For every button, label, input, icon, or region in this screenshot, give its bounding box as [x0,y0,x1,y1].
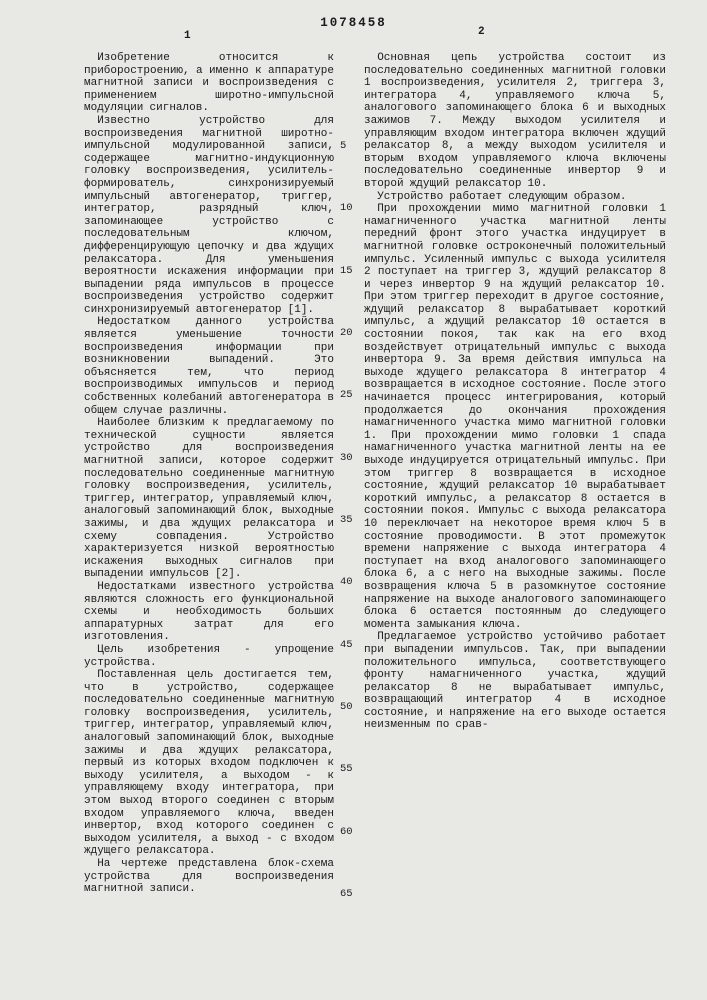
right-column [364,52,666,896]
paragraph: Поставленная цель достигается тем, что в устройство, содержащее последовательно соединенные магнитную головку воспроизведения, усилитель, триггер, интегратор, управляемый ключ, аналоговый запоминающий блок, выходные зажимы и два ждущих релаксатора, первый из которых входом подключен к выходу усилителя, а выходом - к управляющему входу интегратора, при этом выход второго соединен с вторым входом управляемого ключа, введен инвертор, вход которого соединен с выходом усилителя, а выход - с входом ждущего релаксатора. [84,669,334,858]
paragraph: Цель изобретения - упрощение устройства. [84,643,334,669]
left-column [84,52,334,896]
line-number: 50 [340,701,353,713]
line-number-gutter [334,52,364,900]
line-number: 40 [340,576,353,588]
paragraph: Устройство работает следующим образом. [377,190,627,203]
paragraph: Известно устройство для воспроизведения магнитной широтно-импульсной модулированной записи, содержащее магнитно-индукционную головку воспроизведения, усилитель-формирователь, синхронизируемый импульсный автогенератор, триггер, интегратор, разрядный ключ, запоминающее устройство с последовательным ключом, дифференцирующую цепочку и два ждущих релаксатора. Для уменьшения вероятности искажения информации при выпадении ряда импульсов в процессе воспроизведения устройство содержит синхронизируемый автогенератор [1]. [84,114,334,316]
paragraph: На чертеже представлена блок-схема устройства для воспроизведения магнитной записи. [84,858,334,896]
line-number: 45 [340,639,353,651]
line-number: 5 [340,140,347,152]
patent-number: 1078458 [320,16,387,30]
paragraph: При прохождении мимо магнитной головки 1 намагниченного участка магнитной ленты передний фронт этого участка индуцирует в магнитной головке остроконечный положительный импульс. Усиленный импульс с выхода усилителя 2 поступает на триггер 3, ждущий релаксатор 8 и через инвертор 9 на ждущий релаксатор 10. При этом триггер переходит в другое состояние, ждущий релаксатор 8 вырабатывает короткий импульс, а ждущий релаксатор 10 остается в состоянии покоя, так как на его вход воздействует отрицательный импульс с выхода инвертора 9. За время действия импульса на выходе ждущего релаксатора 8 интегратор 4 возвращается в исходное состояние. После этого начинается процесс интегрирования, который продолжается до окончания прохождения намагниченного участка мимо магнитной головки 1. При прохождении мимо головки 1 спада намагниченного участка магнитной ленты на ее выходе индуцируется отрицательный импульс. При этом триггер 8 возвращается в исходное состояние, ждущий релаксатор 10 вырабатывает короткий импульс, а релаксатор 8 остается в состоянии покоя. Импульс с выхода релаксатора 10 переключает на некоторое время ключ 5 в состояние проводимости. В этот промежуток времени напряжение с выхода интегратора 4 поступает на вход аналогового запоминающего блока 6, а с него на выходные зажимы. После возвращения ключа 5 в разомкнутое состояние напряжение на выходе аналогового запоминающего блока 6 остается постоянным до следующего момента замыкания ключа. [364,203,666,631]
line-number: 15 [340,265,353,277]
line-number: 30 [340,452,353,464]
line-number: 65 [340,888,353,900]
line-number: 25 [340,389,353,401]
paragraph: Предлагаемое устройство устойчиво работает при выпадении импульсов. Так, при выпадении положительного импульса, соответствующего фронту намагниченного участка, ждущий релаксатор 8 не вырабатывает импульс, возвращающий интегратор 4 в исходное состояние, и напряжение на его выходе остается неизменным по срав- [364,631,666,732]
text-columns [84,52,666,900]
paragraph: Недостатком данного устройства является уменьшение точности воспроизведения информации при возникновении выпадений. Это объясняется тем, что период воспроизводимых импульсов и период собственных колебаний автогенератора в общем случае различны. [84,316,334,417]
paragraph: Наиболее близким к предлагаемому по технической сущности является устройство для воспроизведения магнитной записи, которое содержит последовательно соединенные магнитную головку воспроизведения, усилитель, триггер, интегратор, управляемый ключ, аналоговый запоминающий блок, выходные зажимы, и два ждущих релаксатора и схему совпадения. Устройство характеризуется низкой вероятностью искажения выходных сигналов при выпадении импульсов [2]. [84,417,334,581]
line-number: 20 [340,327,353,339]
line-number: 55 [340,763,353,775]
line-number: 35 [340,514,353,526]
paragraph: Основная цепь устройства состоит из последовательно соединенных магнитной головки 1 воспроизведения, усилителя 2, триггера 3, интегратора 4, управляемого ключа 5, аналогового запоминающего блока 6 и выходных зажимов 7. Между выходом усилителя и управляющим входом интегратора включен ждущий релаксатор 8, а между выходом усилителя и вторым входом управляемого ключа включены последовательно соединенные инвертор 9 и второй ждущий релаксатор 10. [364,52,666,190]
line-number: 10 [340,202,353,214]
paragraph: Изобретение относится к приборостроению, а именно к аппаратуре магнитной записи и воспроизведения с применением широтно-импульсной модуляции сигналов. [84,52,334,115]
paragraph: Недостатками известного устройства являются сложность его функциональной схемы и необходимость больших аппаратурных затрат для его изготовления. [84,580,334,644]
column-number-left: 1 [184,30,191,42]
column-number-right: 2 [478,26,485,38]
line-number: 60 [340,826,353,838]
